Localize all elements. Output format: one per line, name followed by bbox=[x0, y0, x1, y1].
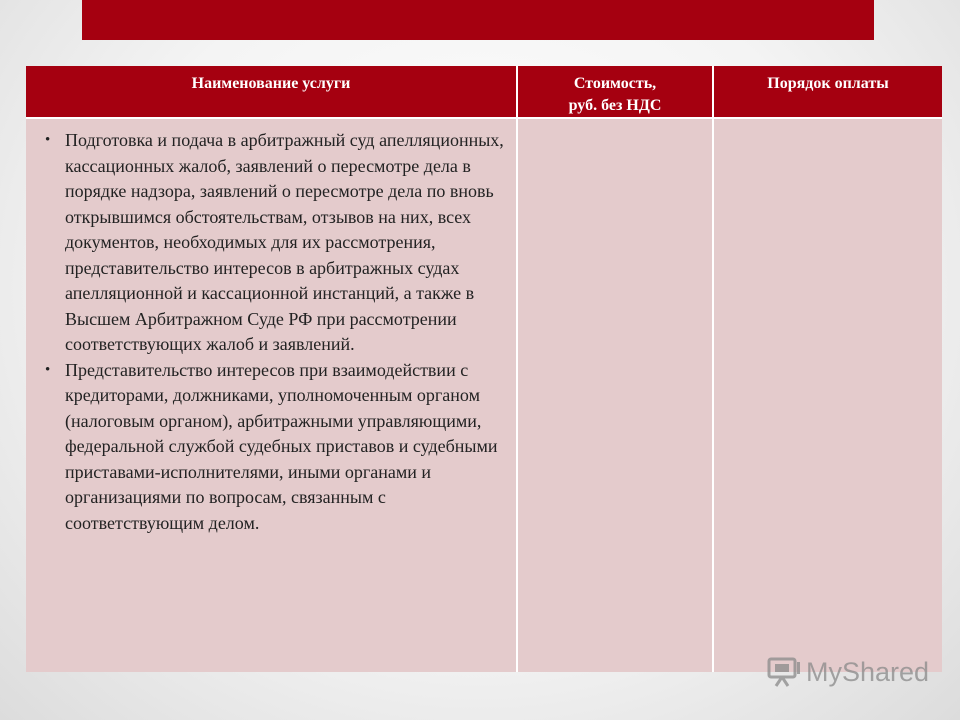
presentation-board-icon bbox=[766, 656, 802, 688]
table-header-row bbox=[26, 66, 942, 118]
list-item: • Подготовка и подача в арбитражный суд апелляционных, кассационных жалоб, заявлений о пересмотре дела в порядке надзора, заявлений о пересмотре дела по вновь открывшимся обстоятельствам, отзывов на них, всех документов, необходимых для их рассмотрения, представительство интересов в арбитражных судах апелляционной и кассационной инстанций, а также в Высшем Арбитражном Суде РФ при рассмотрении соответствующих жалоб и заявлений. bbox=[65, 128, 507, 358]
services-table bbox=[26, 66, 942, 672]
watermark bbox=[766, 654, 929, 690]
header-cost-label-line1: Стоимость, bbox=[573, 75, 657, 92]
service-cell bbox=[26, 118, 517, 672]
title-bar bbox=[82, 0, 874, 40]
header-payment-label: Порядок оплаты bbox=[767, 75, 889, 92]
table-row bbox=[26, 118, 942, 672]
payment-cell bbox=[713, 118, 942, 672]
watermark-text: MyShared bbox=[806, 656, 930, 687]
service-list bbox=[27, 120, 515, 536]
list-item: • Представительство интересов при взаимодействии с кредиторами, должниками, уполномоченным органом (налоговым органом), арбитражными управляющими, федеральной службой судебных приставов и судебными приставами-исполнителями, иными органами и организациями по вопросам, связанным с соответствующим делом. bbox=[65, 358, 507, 537]
header-service-label: Наименование услуги bbox=[191, 75, 351, 92]
cost-cell bbox=[517, 118, 713, 672]
header-payment bbox=[713, 66, 942, 118]
header-cost bbox=[517, 66, 713, 118]
header-cost-label-line2: руб. без НДС bbox=[568, 97, 662, 114]
header-service bbox=[26, 66, 517, 118]
